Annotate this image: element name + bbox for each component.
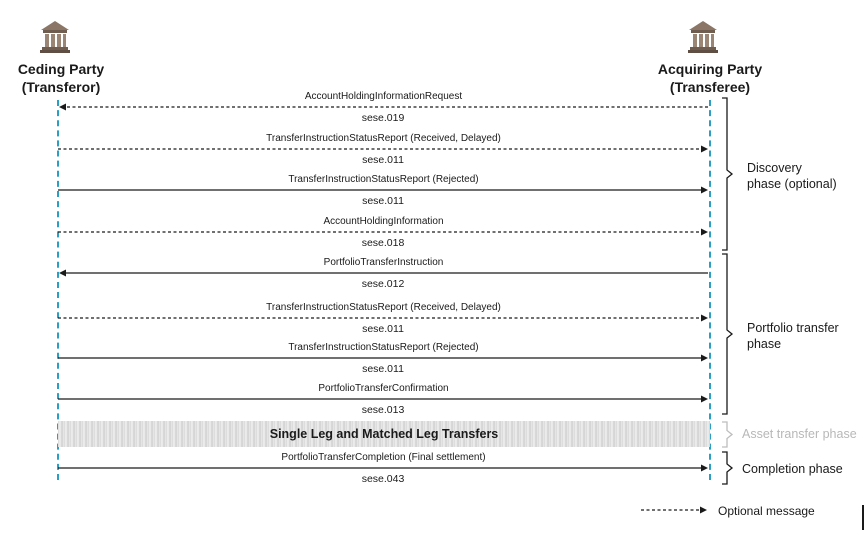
portfolio-phase-bracket bbox=[722, 254, 732, 414]
message-name: PortfolioTransferCompletion (Final settlement) bbox=[281, 452, 486, 463]
message-arrow bbox=[58, 229, 708, 236]
message-code: sese.043 bbox=[361, 473, 405, 485]
asset-phase-label bbox=[742, 426, 857, 442]
message-code: sese.013 bbox=[361, 404, 405, 416]
message-name: AccountHoldingInformation bbox=[323, 216, 444, 227]
ceding-party-name: Ceding Party bbox=[17, 61, 105, 77]
arrow-head bbox=[701, 465, 708, 472]
band-label: Single Leg and Matched Leg Transfers bbox=[269, 427, 499, 441]
arrow-head bbox=[701, 355, 708, 362]
message-code: sese.012 bbox=[361, 278, 405, 290]
asset-phase-line1: Asset transfer phase bbox=[742, 427, 857, 441]
arrow-head bbox=[701, 229, 708, 236]
message-arrow bbox=[59, 270, 708, 277]
message-name: PortfolioTransferInstruction bbox=[323, 257, 444, 268]
arrow-head bbox=[59, 270, 66, 277]
legend-dashed-arrow bbox=[641, 507, 707, 514]
completion-phase-line1: Completion phase bbox=[742, 462, 843, 476]
message-code: sese.011 bbox=[362, 154, 404, 166]
acquiring-party-name: Acquiring Party bbox=[657, 61, 763, 77]
acquiring-party-role: (Transferee) bbox=[669, 79, 751, 95]
message-code: sese.019 bbox=[361, 112, 405, 124]
message-name: TransferInstructionStatusReport (Received, Delayed) bbox=[266, 302, 501, 313]
message-code: sese.018 bbox=[361, 237, 405, 249]
discovery-phase-bracket bbox=[722, 98, 732, 250]
arrow-head bbox=[701, 396, 708, 403]
message-code: sese.011 bbox=[362, 363, 404, 375]
asset-transfer-band bbox=[58, 421, 710, 447]
arrow-head bbox=[59, 104, 66, 111]
message-code: sese.011 bbox=[362, 195, 404, 207]
message-arrow bbox=[58, 465, 708, 472]
message-code: sese.011 bbox=[362, 323, 404, 335]
arrow-head bbox=[701, 315, 708, 322]
message-name: AccountHoldingInformationRequest bbox=[304, 91, 463, 102]
discovery-phase-line1: Discovery bbox=[747, 161, 802, 175]
message-arrow bbox=[58, 187, 708, 194]
message-arrow bbox=[58, 355, 708, 362]
portfolio-phase-line1: Portfolio transfer bbox=[747, 321, 839, 335]
message-name: TransferInstructionStatusReport (Rejected) bbox=[288, 342, 479, 353]
edge-marker bbox=[862, 505, 864, 530]
arrow-head bbox=[701, 146, 708, 153]
portfolio-phase-label bbox=[747, 320, 839, 352]
message-name: PortfolioTransferConfirmation bbox=[318, 383, 449, 394]
message-name: TransferInstructionStatusReport (Rejected) bbox=[288, 174, 479, 185]
ceding-party-role: (Transferor) bbox=[21, 79, 101, 95]
message-arrow bbox=[58, 315, 708, 322]
message-arrow bbox=[58, 146, 708, 153]
arrow-head bbox=[701, 187, 708, 194]
portfolio-phase-line2: phase bbox=[747, 337, 782, 351]
completion-phase-label bbox=[742, 461, 843, 477]
asset-phase-bracket bbox=[722, 422, 732, 447]
message-arrow bbox=[59, 104, 708, 111]
legend-label: Optional message bbox=[718, 504, 815, 518]
discovery-phase-label bbox=[747, 160, 837, 192]
message-arrow bbox=[58, 396, 708, 403]
message-name: TransferInstructionStatusReport (Received, Delayed) bbox=[266, 133, 501, 144]
completion-phase-bracket bbox=[722, 452, 732, 484]
discovery-phase-line2: phase (optional) bbox=[747, 177, 837, 191]
